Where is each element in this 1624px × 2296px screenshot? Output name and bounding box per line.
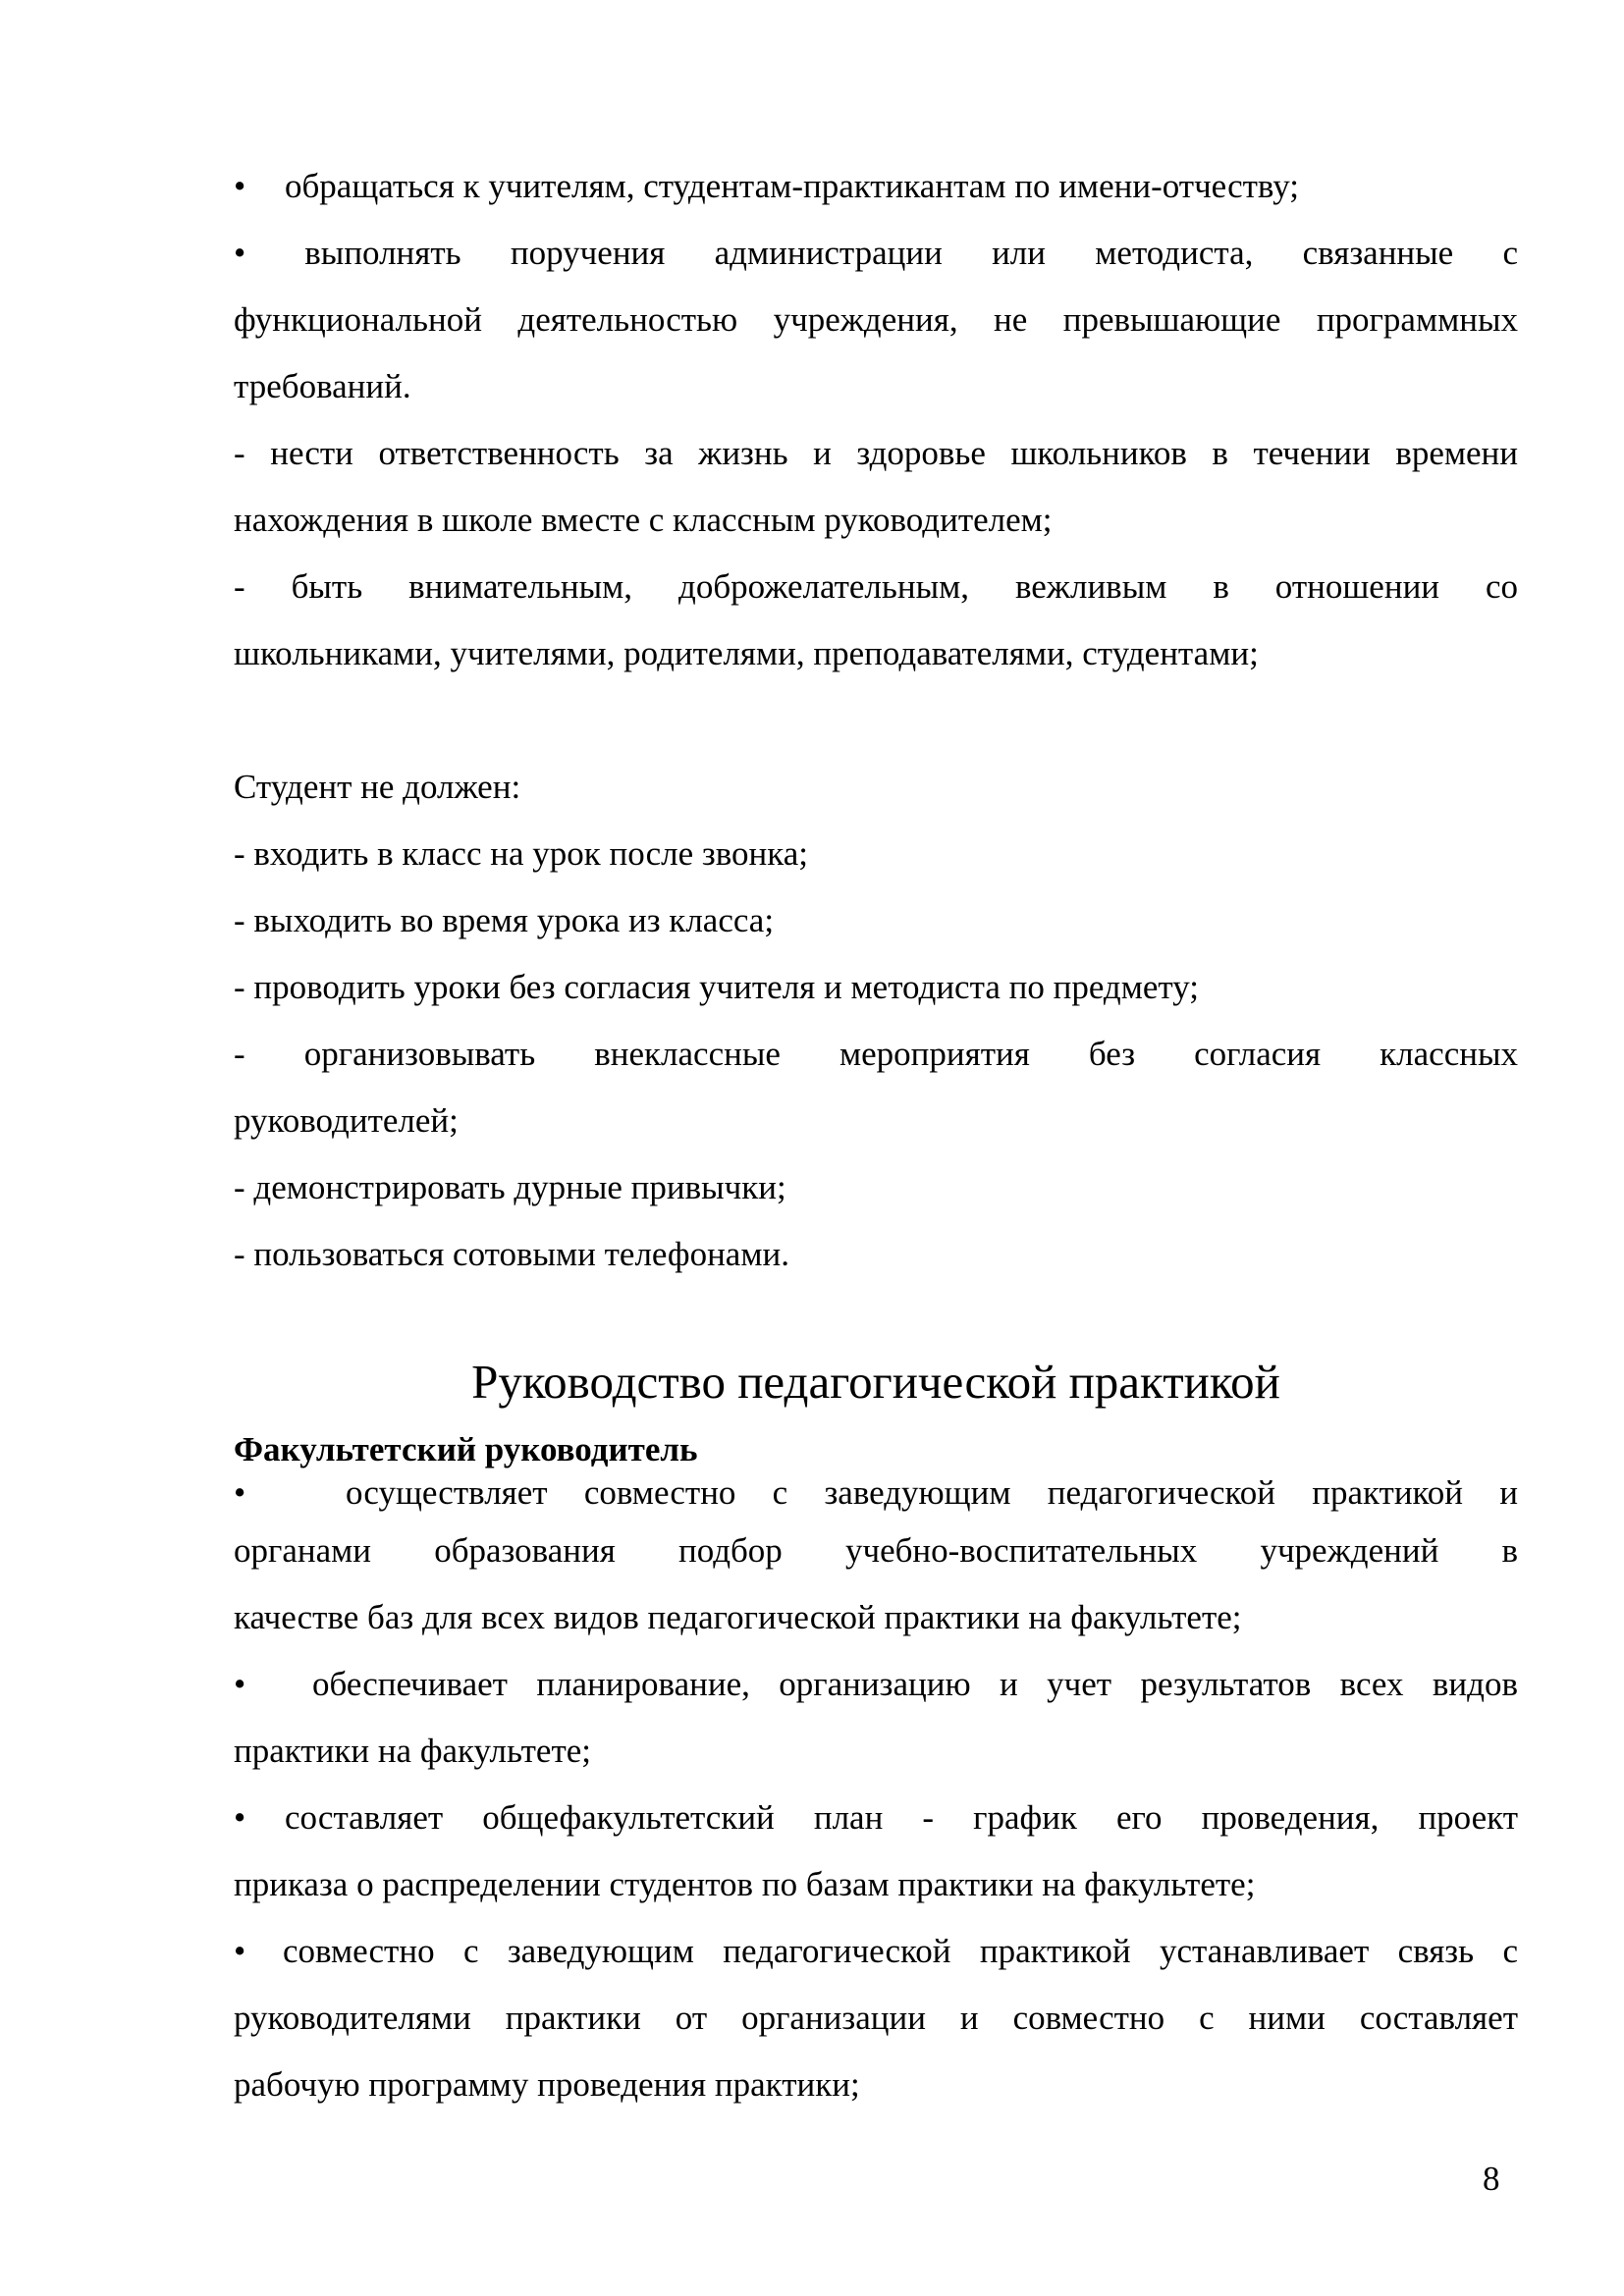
page-number: 8 [1483, 2160, 1500, 2198]
list-item-line: школьниками, учителями, родителями, преподавателями, студентами; [234, 634, 1259, 672]
list-item [234, 1918, 1518, 2118]
bullet-icon: • [234, 1932, 246, 1970]
dash-marker: - [234, 434, 245, 472]
list-item: - выходить во время урока из класса; [234, 901, 775, 939]
section-heading: Руководство педагогической практикой [471, 1355, 1280, 1409]
prohibitions-title: Студент не должен: [234, 768, 521, 806]
list-item-text: обращаться к учителям, студентам-практикантам по имени-отчеству; [285, 167, 1299, 205]
bullet-icon: • [234, 167, 246, 205]
list-item-line: практики на факультете; [234, 1732, 591, 1770]
list-item-line: руководителей; [234, 1101, 459, 1140]
list-item-line: рабочую программу проведения практики; [234, 2065, 860, 2104]
list-item-line: - организовывать внеклассные мероприятия без согласия классных [234, 1035, 1518, 1073]
list-item [234, 1651, 1518, 1785]
section-subheading: Факультетский руководитель [234, 1430, 698, 1468]
list-item-line: функциональной деятельностью учреждения, не превышающие программных [234, 300, 1518, 339]
list-item-line: руководителями практики от организации и совместно с ними составляет [234, 1999, 1518, 2037]
list-item-line: нахождения в школе вместе с классным руководителем; [234, 501, 1053, 539]
list-item-line: • осуществляет совместно с заведующим педагогической практикой и [234, 1468, 1518, 1518]
duties-list [234, 153, 1518, 687]
bullet-icon: • [234, 234, 246, 272]
bullet-icon: • [234, 1473, 246, 1512]
list-item [234, 554, 1518, 687]
prohibitions-block [234, 754, 1518, 1288]
list-item [234, 1785, 1518, 1918]
list-item [234, 1021, 1518, 1154]
list-item-line: • составляет общефакультетский план - график его проведения, проект [234, 1785, 1518, 1851]
list-item [234, 220, 1518, 420]
list-item [234, 420, 1518, 554]
list-item: - пользоваться сотовыми телефонами. [234, 1235, 789, 1273]
bullet-icon: • [234, 1798, 246, 1837]
bullet-icon: • [234, 1665, 246, 1703]
dash-marker: - [234, 567, 245, 606]
list-item-line: требований. [234, 367, 411, 405]
list-item: - демонстрировать дурные привычки; [234, 1168, 786, 1206]
list-item-line: качестве баз для всех видов педагогической практики на факультете; [234, 1598, 1242, 1636]
paragraph-gap [234, 687, 1518, 754]
list-item: - входить в класс на урок после звонка; [234, 834, 808, 873]
page-content [234, 153, 1518, 2118]
list-item [234, 153, 1518, 220]
faculty-duties-list [234, 1468, 1518, 2118]
list-item-line: приказа о распределении студентов по базам практики на факультете; [234, 1865, 1256, 1903]
list-item [234, 1468, 1518, 1651]
list-item-line: - быть внимательным, доброжелательным, вежливым в отношении со [234, 567, 1519, 606]
list-item: - проводить уроки без согласия учителя и методиста по предмету; [234, 968, 1199, 1006]
list-item-line: • совместно с заведующим педагогической практикой устанавливает связь с [234, 1918, 1518, 1985]
list-item-line: • выполнять поручения администрации или методиста, связанные с [234, 220, 1518, 287]
list-item-line: - нести ответственность за жизнь и здоровье школьников в течении времени [234, 434, 1519, 472]
list-item-line: • обеспечивает планирование, организацию и учет результатов всех видов [234, 1651, 1518, 1718]
list-item-line: органами образования подбор учебно-воспитательных учреждений в [234, 1531, 1518, 1570]
